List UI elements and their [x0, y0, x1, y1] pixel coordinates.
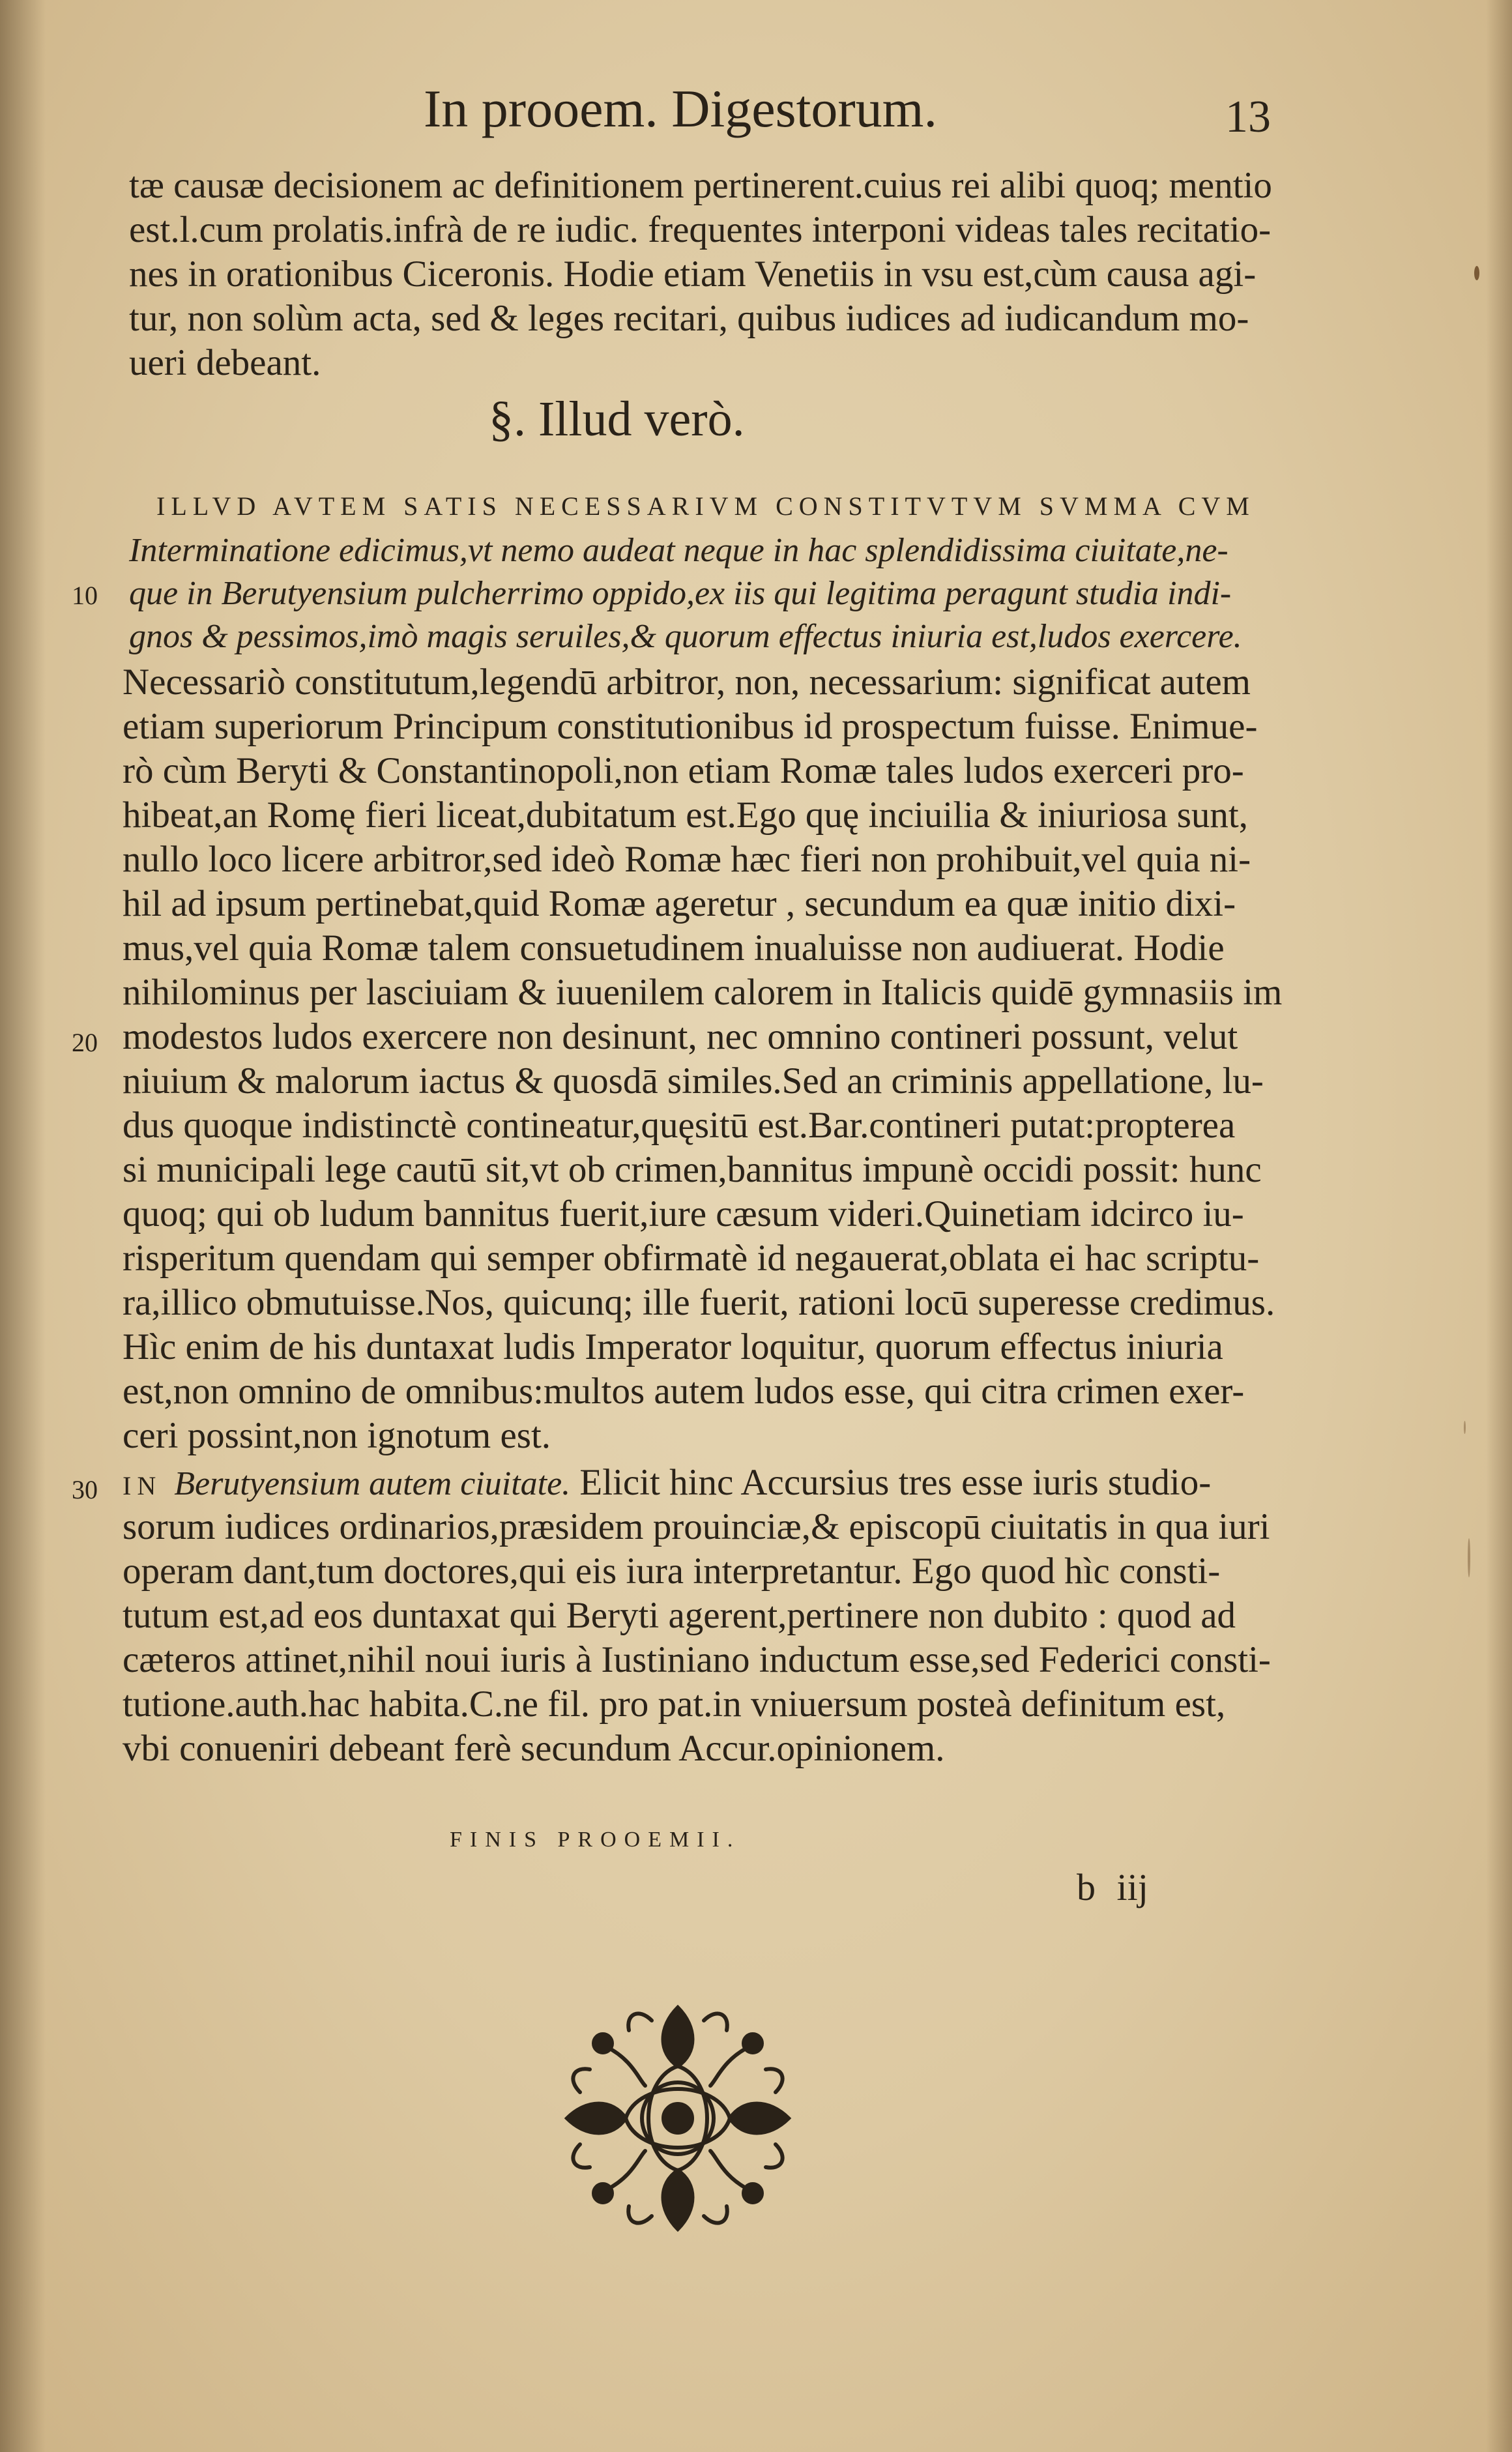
text-line: tur, non solùm acta, sed & leges recitari, quibus iudices ad iudicandum mo-	[129, 298, 1249, 339]
text-line: ceri possint,non ignotum est.	[123, 1415, 551, 1456]
margin-line-number: 10	[72, 581, 98, 610]
text-line: nullo loco licere arbitror,sed ideò Romæ hæc fieri non prohibuit,vel quia ni-	[123, 839, 1251, 880]
text-line: vbi conueniri debeant ferè secundum Accur.opinionem.	[123, 1728, 945, 1769]
signature-mark: b iij	[1077, 1866, 1148, 1908]
text-line: tutione.auth.hac habita.C.ne fil. pro pat.in vniuersum posteà definitum est,	[123, 1684, 1226, 1725]
italic-line: que in Berutyensium pulcherrimo oppido,ex iis qui legitima peragunt studia indi-	[129, 575, 1232, 612]
text-line: hibeat,an Romę fieri liceat,dubitatum est.Ego quę inciuilia & iniuriosa sunt,	[123, 795, 1249, 836]
text-line: Necessariò constitutum,legendū arbitror, non, necessarium: significat autem	[123, 662, 1251, 703]
text-line: ra,illico obmutuisse.Nos, quicunq; ille fuerit, rationi locū superesse credimus.	[123, 1282, 1275, 1323]
section-heading: §. Illud verò.	[489, 392, 745, 446]
text-line: quoq; qui ob ludum bannitus fuerit,iure cæsum videri.Quinetiam idcirco iu-	[123, 1193, 1244, 1234]
text-line: mus,vel quia Romæ talem consuetudinem inualuisse non audiuerat. Hodie	[123, 927, 1225, 969]
lead-caps: IN	[123, 1471, 175, 1500]
paper-speck	[1468, 1538, 1470, 1577]
caps-line: ILLVD AVTEM SATIS NECESSARIVM CONSTITVTVM SVMMA CVM	[156, 491, 1255, 521]
text-line: hil ad ipsum pertinebat,quid Romæ ageretur , secundum ea quæ initio dixi-	[123, 883, 1236, 924]
text-line: tutum est,ad eos duntaxat qui Beryti agerent,pertinere non dubito : quod ad	[123, 1595, 1236, 1636]
margin-line-number: 30	[72, 1475, 98, 1504]
text-line	[123, 1460, 1211, 1509]
italic-line: gnos & pessimos,imò magis seruiles,& quorum effectus iniuria est,ludos exercere.	[129, 618, 1242, 655]
line-rest: Elicit hinc Accursius tres esse iuris studio-	[570, 1462, 1212, 1503]
finis-colophon: FINIS PROOEMII.	[450, 1828, 741, 1852]
italic-lemma: Berutyensium autem ciuitate.	[174, 1465, 571, 1502]
text-line: tæ causæ decisionem ac definitionem pertinerent.cuius rei alibi quoq; mentio	[129, 165, 1272, 206]
text-line: operam dant,tum doctores,qui eis iura interpretantur. Ego quod hìc consti-	[123, 1551, 1221, 1592]
text-line: est.l.cum prolatis.infrà de re iudic. frequentes interponi videas tales recitatio-	[129, 209, 1272, 250]
text-line: est,non omnino de omnibus:multos autem ludos esse, qui citra crimen exer-	[123, 1371, 1245, 1412]
gutter-shadow	[0, 0, 46, 2452]
running-head: In prooem. Digestorum.	[424, 79, 937, 138]
paper-speck	[1474, 266, 1479, 280]
text-line: niuium & malorum iactus & quosdā similes.Sed an criminis appellatione, lu-	[123, 1060, 1264, 1102]
text-line: nihilominus per lasciuiam & iuuenilem calorem in Italicis quidē gymnasiis im	[123, 972, 1283, 1013]
text-line: etiam superiorum Principum constitutionibus id prospectum fuisse. Enimue-	[123, 706, 1258, 747]
paper-speck	[1464, 1421, 1466, 1434]
text-line: risperitum quendam qui semper obfirmatè id negauerat,oblata ei hac scriptu-	[123, 1238, 1260, 1279]
page-edge-shadow	[1486, 0, 1512, 2452]
margin-line-number: 20	[72, 1028, 98, 1057]
fleuron-ornament-icon	[541, 1981, 815, 2255]
italic-line: Interminatione edicimus,vt nemo audeat neque in hac splendidissima ciuitate,ne-	[129, 532, 1228, 569]
text-line: cæteros attinet,nihil noui iuris à Iustiniano inductum esse,sed Federici consti-	[123, 1639, 1271, 1680]
text-line: Hìc enim de his duntaxat ludis Imperator loquitur, quorum effectus iniuria	[123, 1326, 1223, 1367]
folio-number: 13	[1225, 92, 1271, 142]
text-line: sorum iudices ordinarios,præsidem prouinciæ,& episcopū ciuitatis in qua iuri	[123, 1506, 1270, 1547]
text-line: modestos ludos exercere non desinunt, nec omnino contineri possunt, velut	[123, 1016, 1238, 1057]
text-line: ueri debeant.	[129, 342, 321, 383]
text-line: si municipali lege cautū sit,vt ob crimen,bannitus impunè occidi possit: hunc	[123, 1149, 1262, 1190]
text-line: rò cùm Beryti & Constantinopoli,non etiam Romæ tales ludos exerceri pro-	[123, 750, 1244, 791]
text-line: nes in orationibus Ciceronis. Hodie etiam Venetiis in vsu est,cùm causa agi-	[129, 254, 1257, 295]
text-line: dus quoque indistinctè contineatur,quęsitū est.Bar.contineri putat:propterea	[123, 1105, 1236, 1146]
